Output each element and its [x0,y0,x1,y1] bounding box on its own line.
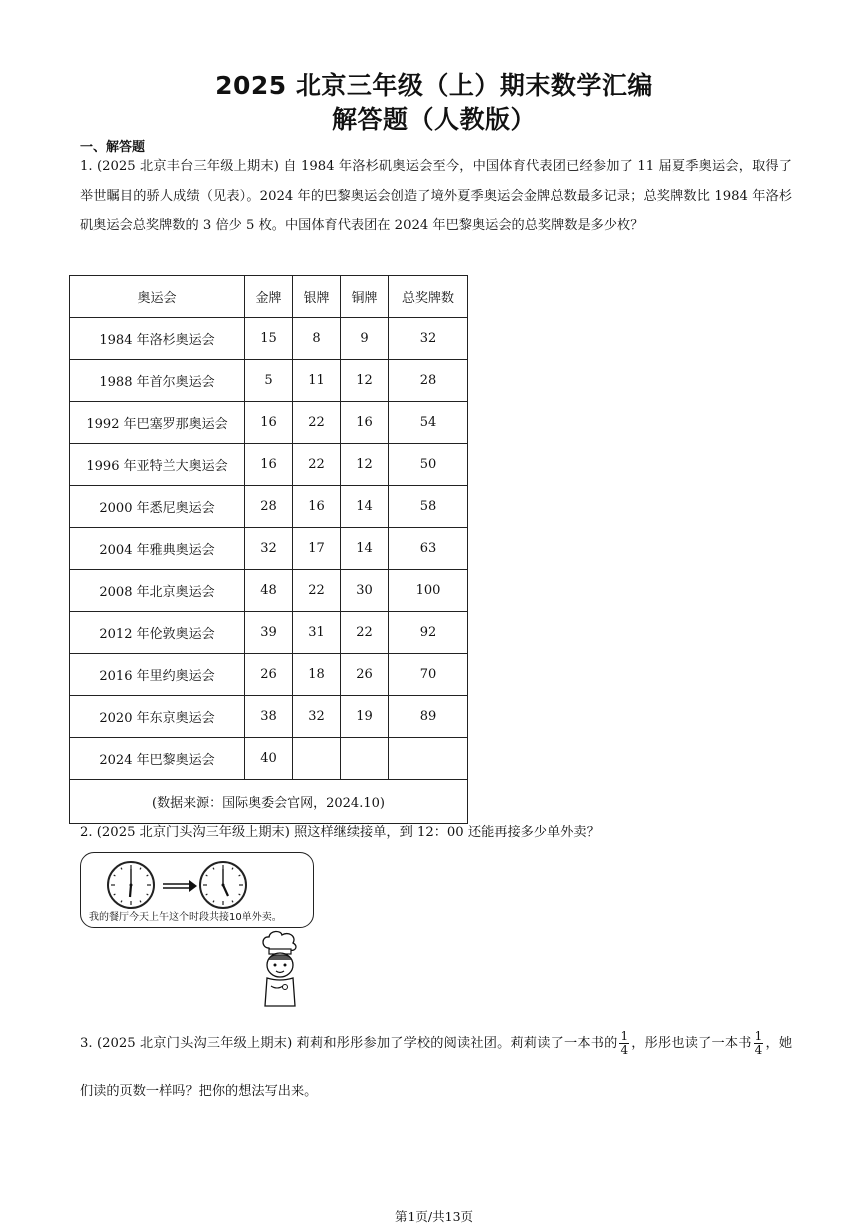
table-row [70,570,468,612]
table-cell: 22 [293,444,341,486]
table-cell: 12 [341,444,389,486]
table-cell: 22 [293,402,341,444]
clock-start-icon [107,861,155,909]
table-cell: 16 [245,444,293,486]
table-cell: 32 [245,528,293,570]
table-cell: 12 [341,360,389,402]
speech-bubble-text: 我的餐厅今天上午这个时段共接10单外卖。 [89,912,282,923]
header-cell: 总奖牌数 [389,276,468,318]
table-cell: 89 [389,696,468,738]
table-cell: 19 [341,696,389,738]
table-cell: 26 [245,654,293,696]
table-cell: 1984 年洛杉奥运会 [70,318,245,360]
table-cell: 32 [389,318,468,360]
table-cell: 39 [245,612,293,654]
table-source-row [70,780,468,824]
question-1-text: 1. (2025 北京丰台三年级上期末) 自 1984 年洛杉矶奥运会至今，中国体育代表团已经参加了 11 届夏季奥运会，取得了举世瞩目的骄人成绩（见表）。2024 年的巴黎奥运会创造了境外夏季奥运会金牌总数最多记录；总奖牌数比 1984 年洛杉矶奥运会总奖牌数的 3 倍少 5 枚。中国体育代表团在 2024 年巴黎奥运会的总奖牌数是多少枚？ [80,159,792,233]
table-cell: 28 [389,360,468,402]
table-cell: 38 [245,696,293,738]
table-cell: 2016 年里约奥运会 [70,654,245,696]
page-title: 2025 北京三年级（上）期末数学汇编 [215,71,653,100]
chef-icon [255,930,305,1010]
question-2-text: 2. (2025 北京门头沟三年级上期末) 照这样继续接单，到 12：00 还能再接多少单外卖？ [80,825,600,840]
table-cell: 8 [293,318,341,360]
page-footer: 第1页/共13页 [394,1209,474,1224]
question-3-text [80,1020,792,1116]
section-heading: 一、解答题 [80,140,146,155]
clock-illustration [80,852,320,1012]
table-cell: 5 [245,360,293,402]
clock-end-icon [199,861,247,909]
table-cell: 31 [293,612,341,654]
table-cell: 2020 年东京奥运会 [70,696,245,738]
table-row [70,360,468,402]
table-cell: 16 [245,402,293,444]
table-row [70,402,468,444]
table-row [70,528,468,570]
table-cell: 2012 年伦敦奥运会 [70,612,245,654]
page-subtitle: 解答题（人教版） [331,105,536,134]
table-cell: 28 [245,486,293,528]
table-cell: 9 [341,318,389,360]
table-cell [389,738,468,780]
table-cell: 1988 年首尔奥运会 [70,360,245,402]
table-cell: 26 [341,654,389,696]
fraction-denominator: 4 [620,1043,629,1057]
table-cell: 32 [293,696,341,738]
table-cell: 58 [389,486,468,528]
fraction-one-quarter [754,1030,764,1057]
table-cell: 1992 年巴塞罗那奥运会 [70,402,245,444]
table-cell: 18 [293,654,341,696]
header-cell: 奥运会 [70,276,245,318]
table-cell: 92 [389,612,468,654]
table-cell [293,738,341,780]
table-source: (数据来源：国际奥委会官网，2024.10) [70,780,468,824]
table-cell: 17 [293,528,341,570]
table-cell: 48 [245,570,293,612]
table-row [70,654,468,696]
table-cell: 30 [341,570,389,612]
fraction-denominator: 4 [754,1043,763,1057]
medal-table [69,275,468,824]
table-cell: 14 [341,486,389,528]
table-row [70,696,468,738]
table-cell: 63 [389,528,468,570]
table-row [70,444,468,486]
fraction-numerator: 1 [620,1029,629,1043]
table-cell: 100 [389,570,468,612]
header-cell: 铜牌 [341,276,389,318]
table-cell: 16 [341,402,389,444]
table-cell: 2024 年巴黎奥运会 [70,738,245,780]
table-row [70,486,468,528]
table-cell: 2000 年悉尼奥运会 [70,486,245,528]
question-3-part1: 3. (2025 北京门头沟三年级上期末) 莉莉和彤彤参加了学校的阅读社团。莉莉读了一本书的 [80,1036,618,1051]
header-cell: 银牌 [293,276,341,318]
question-3-part2: ，彤彤也读了一本书 [631,1036,752,1051]
header-cell: 金牌 [245,276,293,318]
fraction-one-quarter [619,1030,629,1057]
arrow-right-icon [163,880,197,892]
table-cell [341,738,389,780]
question-3-part3: ，她们读的页数一样吗？把你的想法写出来。 [80,1036,793,1099]
table-cell: 11 [293,360,341,402]
table-row [70,612,468,654]
table-cell: 22 [293,570,341,612]
table-cell: 15 [245,318,293,360]
table-cell: 2008 年北京奥运会 [70,570,245,612]
table-cell: 50 [389,444,468,486]
table-header-row [70,276,468,318]
fraction-numerator: 1 [754,1029,763,1043]
table-cell: 22 [341,612,389,654]
table-cell: 40 [245,738,293,780]
table-cell: 1996 年亚特兰大奥运会 [70,444,245,486]
table-row [70,738,468,780]
speech-bubble [80,852,314,928]
table-cell: 16 [293,486,341,528]
table-row [70,318,468,360]
table-cell: 70 [389,654,468,696]
table-cell: 2004 年雅典奥运会 [70,528,245,570]
table-cell: 14 [341,528,389,570]
table-cell: 54 [389,402,468,444]
table-body [70,318,468,780]
